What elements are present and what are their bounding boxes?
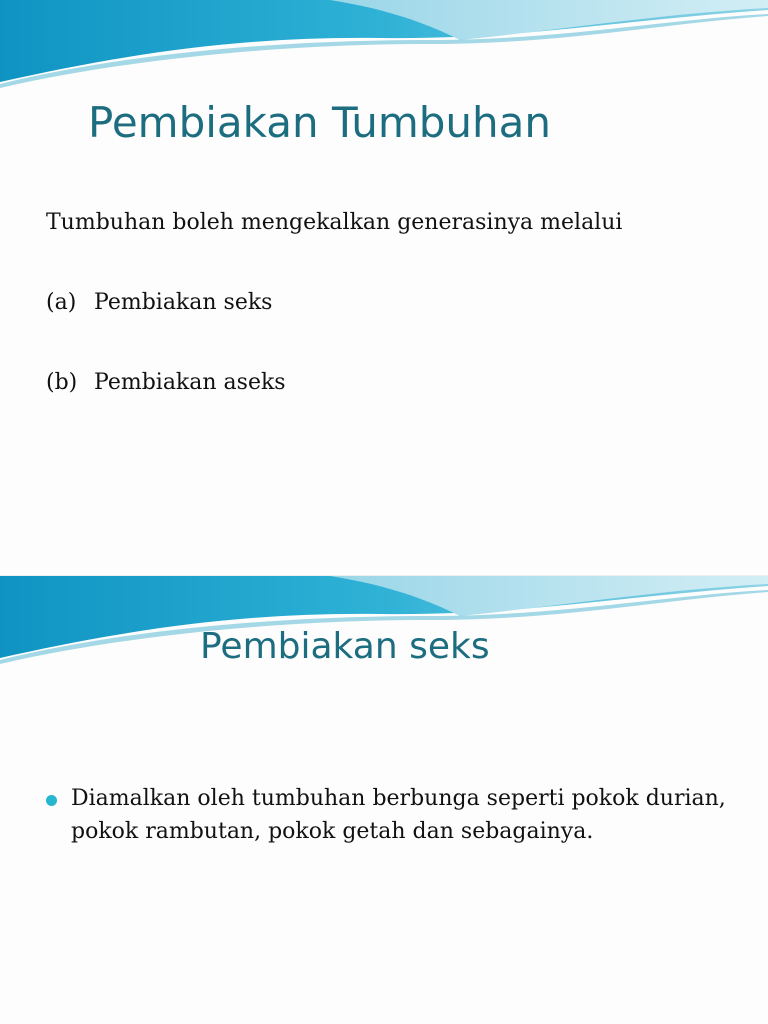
bullet-text: Diamalkan oleh tumbuhan berbunga seperti pokok durian, pokok rambutan, pokok getah dan sebagainya. — [71, 786, 726, 844]
intro-text: Tumbuhan boleh mengekalkan generasinya melalui — [46, 210, 623, 235]
list-item-b — [46, 370, 286, 395]
bullet-dot-icon — [46, 795, 57, 806]
header-wave-decoration — [0, 0, 768, 90]
list-item-text: Pembiakan aseks — [94, 370, 286, 395]
slide-title: Pembiakan Tumbuhan — [88, 98, 552, 147]
list-marker: (a) — [46, 290, 77, 315]
slide-title: Pembiakan seks — [200, 626, 490, 667]
list-item-a — [46, 290, 272, 315]
slide-2 — [0, 576, 768, 1024]
list-marker: (b) — [46, 370, 78, 395]
list-item-text: Pembiakan seks — [94, 290, 273, 315]
bullet-item — [46, 782, 736, 848]
